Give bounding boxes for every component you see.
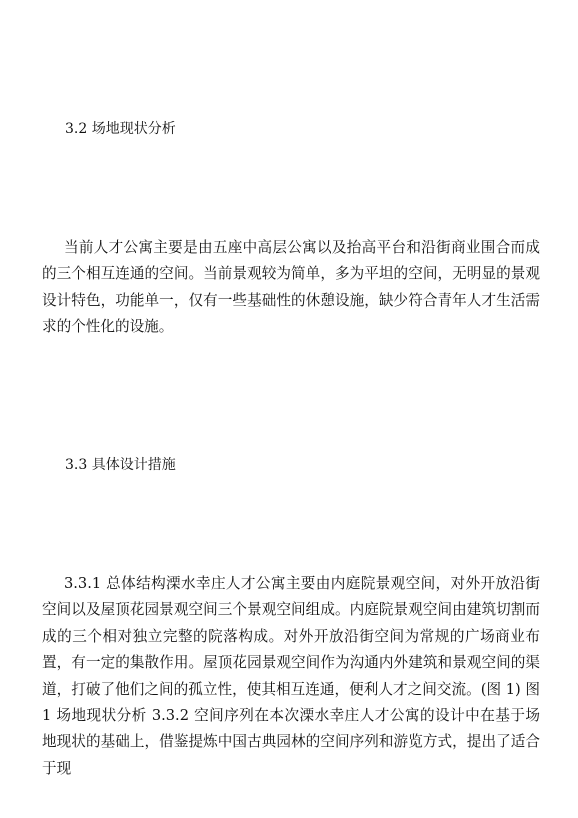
section-3-3-paragraph: 3.3.1 总体结构溧水幸庄人才公寓主要由内庭院景观空间，对外开放沿街空间以及屋顶花园景观空间三个景观空间组成。内庭院景观空间由建筑切割而成的三个相对独立完整的院落构成。对外开放沿街空间为常规的广场商业布置，有一定的集散作用。屋顶花园景观空间作为沟通内外建筑和景观空间的渠道，打破了他们之间的孤立性，使其相互连通，便利人才之间交流。(图 1) 图 1 场地现状分析 3.3.2 空间序列在本次溧水幸庄人才公寓的设计中在基于场地现状的基础上，借鉴提炼中国古典园林的空间序列和游览方式，提出了适合于现: [42, 575, 540, 777]
section-heading-3-2: 3.2 场地现状分析: [65, 121, 176, 137]
section-3-2-paragraph: 当前人才公寓主要是由五座中高层公寓以及抬高平台和沿街商业围合而成的三个相互连通的空间。当前景观较为简单，多为平坦的空间，无明显的景观设计特色，功能单一，仅有一些基础性的休憩设施，缺少符合青年人才生活需求的个性化的设施。: [42, 239, 540, 336]
section-heading-3-3: 3.3 具体设计措施: [65, 457, 176, 473]
